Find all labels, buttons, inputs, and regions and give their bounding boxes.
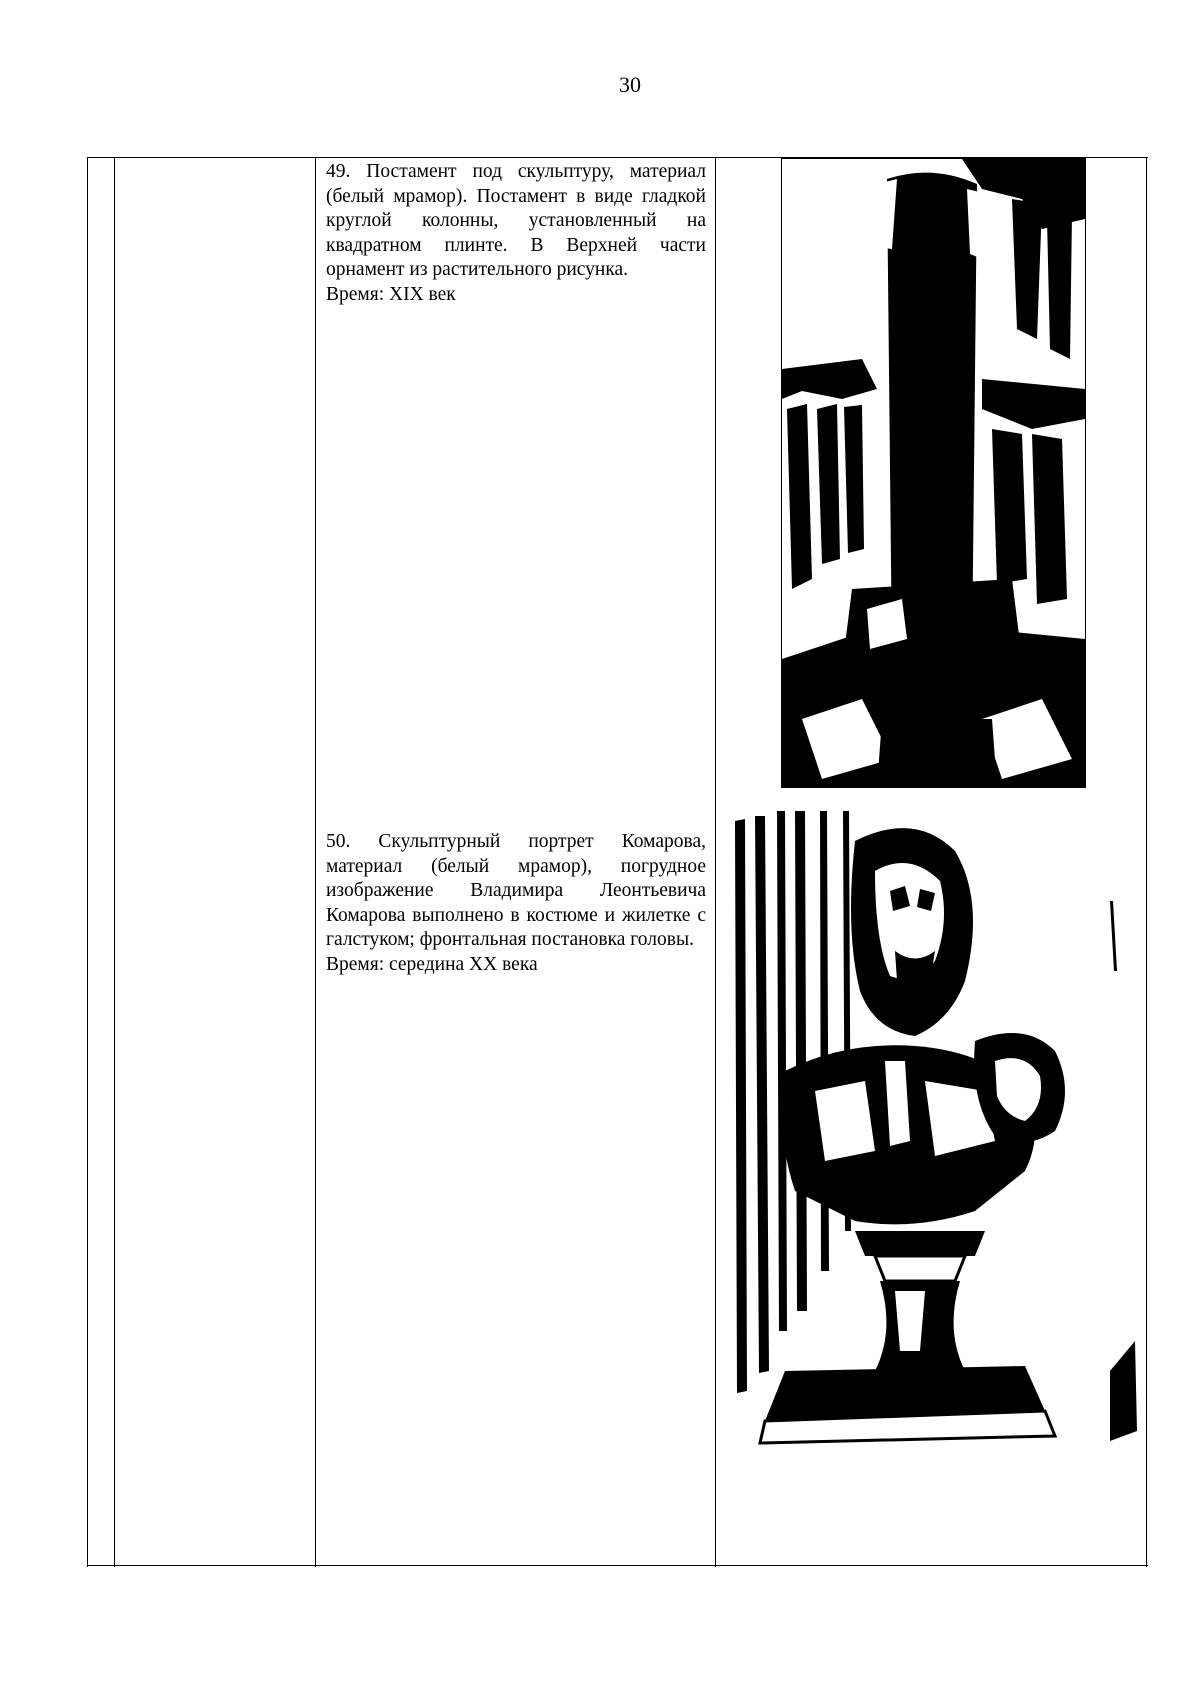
item-49-time: Время: XIX век [326,283,456,305]
page-number: 30 [619,72,641,97]
column-divider-2 [315,157,316,1567]
table-border-left [87,157,88,1567]
table-border-right [1146,157,1147,1567]
item-50-photo [725,811,1140,1463]
item-49-photo [781,158,1086,788]
column-divider-3 [715,157,716,1567]
item-50-description: 50. Скульптурный портрет Комарова, материал (белый мрамор), погрудное изображение Владимира Леонтьевича Комарова выполнено в костюме и жилетке с галстуком; фронтальная постановка головы. [326,831,706,950]
column-divider-1 [114,157,115,1567]
item-50-time: Время: середина XX века [326,953,538,975]
item-49-description-cell [326,160,706,307]
table-border-bottom [87,1565,1148,1566]
item-49-description: 49. Постамент под скульптуру, материал (белый мрамор). Постамент в виде гладкой круглой колонны, установленный на квадратном плинте. В Верхней части орнамент из растительного рисунка. [326,161,706,280]
item-50-description-cell [326,830,706,977]
